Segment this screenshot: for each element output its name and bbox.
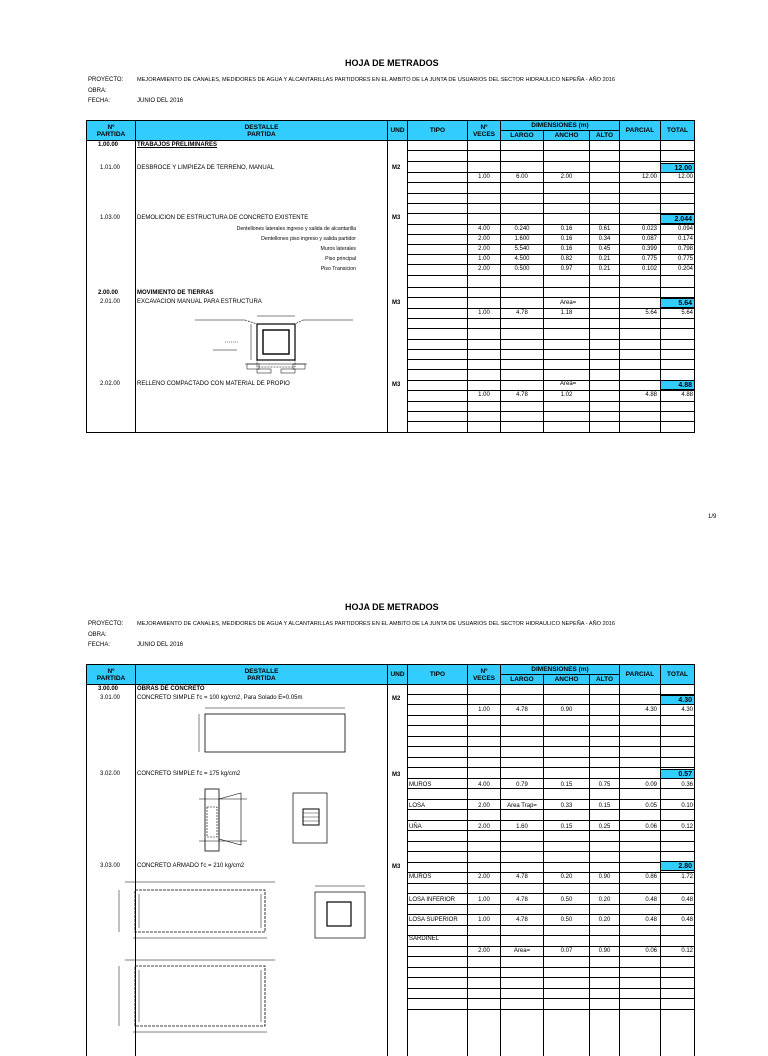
cell-tipo: SARDINEL [409,936,440,942]
concrete-reinforced-detail-drawing [115,872,380,1052]
cell-total: 0.094 [677,226,693,232]
header-n-partida: Nº PARTIDA [86,664,136,685]
cell-veces: 2.00 [478,236,490,242]
cell-total: 0.204 [677,266,693,272]
row-und: M3 [392,864,401,870]
cell-largo: 0.240 [514,226,530,232]
cell-total: 4.30 [681,707,693,713]
cell-veces: 1.00 [478,897,490,903]
row-und: M3 [392,300,401,306]
proyecto-value: MEJORAMIENTO DE CANALES, MEDIDORES DE AGUA Y ALCANTARILLAS PARTIDORES EN EL AMBITO DE LA JUNTA DE USUARIOS DEL SECTOR HIDRAULICO NEPEÑA - AÑO 2016 [137,77,615,83]
grid-line [407,234,695,235]
row-code: 1.00.00 [98,142,119,148]
cell-largo: Area= [513,948,531,954]
grid-line [407,946,695,947]
grid-line [407,1009,695,1010]
cell-tipo: LOSA INFERIOR [409,897,456,903]
cell-ancho: 0.97 [560,266,573,272]
cell-largo: 6.00 [516,174,528,180]
row-und: M2 [392,165,401,171]
header-largo: LARGO [500,674,544,685]
cell-parcial: 0.023 [641,226,657,232]
cell-total: 0.12 [681,948,693,954]
cell-largo: 4.78 [516,392,528,398]
cell-parcial: 0.06 [645,824,657,830]
grid-line [407,287,695,288]
cell-ancho: 0.50 [560,897,573,903]
header-tipo: TIPO [407,664,468,685]
sheet-page-2 [0,544,768,1056]
grid-line [407,359,695,360]
grid-line [407,224,695,225]
sheet-title: HOJA DE METRADOS [345,602,439,612]
cell-ancho: 1.02 [560,392,573,398]
excavation-section-drawing [195,312,355,374]
grid-line [407,914,695,915]
row-code: 2.02.00 [100,381,121,387]
sheet-page-1 [0,0,768,520]
grid-line [407,254,695,255]
header-detalle: DESTALLE PARTIDA [135,664,388,685]
row-desc: MOVIMIENTO DE TIERRAS [137,290,214,296]
cell-ancho: 0.20 [560,874,573,880]
grid-line [407,883,695,884]
cell-tipo: MUROS [409,874,432,880]
fecha-value: JUNIO DEL 2016 [137,98,184,104]
cell-largo: Area Trap= [507,803,537,809]
row-sub-desc: Dentellones laterales ingreso y salida de alcantarilla [236,226,356,232]
row-code: 3.03.00 [100,863,121,869]
grid-line [407,872,695,873]
cell-parcial: 0.087 [641,236,657,242]
cell-total: 0.48 [681,917,693,923]
cell-parcial: 0.48 [645,917,657,923]
row-code: 2.00.00 [98,290,119,296]
grid-line [407,767,695,768]
cell-parcial: 0.09 [645,782,657,788]
cell-parcial: 0.05 [645,803,657,809]
total-badge: 2.044 [660,214,695,224]
grid-line [407,799,695,800]
grid-line [407,725,695,726]
header-total: TOTAL [660,120,695,141]
row-code: 2.01.00 [100,299,121,305]
row-code: 3.00.00 [98,686,119,692]
total-badge: 2.80 [660,861,695,871]
grid-line [407,746,695,747]
proyecto-value: MEJORAMIENTO DE CANALES, MEDIDORES DE AGUA Y ALCANTARILLAS PARTIDORES EN EL AMBITO DE LA JUNTA DE USUARIOS DEL SECTOR HIDRAULICO NEPEÑA - AÑO 2016 [137,621,615,627]
cell-ancho: 0.16 [560,246,573,252]
header-total: TOTAL [660,664,695,685]
cell-alto: 0.25 [598,824,611,830]
header-detalle: DESTALLE PARTIDA [135,120,388,141]
total-badge: 4.88 [660,380,695,390]
row-sub-desc: Muros laterales [320,246,356,252]
cell-largo: 5.540 [514,246,530,252]
cell-total: 0.798 [677,246,693,252]
page-number: 1/9 [708,514,717,520]
cell-ancho: 0.50 [560,917,573,923]
fecha-label: FECHA: [88,642,111,648]
cell-total: 4.88 [681,392,693,398]
cell-total: 1.72 [681,874,693,880]
cell-veces: 4.00 [478,226,490,232]
cell-alto: 0.45 [598,246,611,252]
grid-line [407,339,695,340]
cell-ancho: 0.07 [560,948,573,954]
cell-veces: 2.00 [478,246,490,252]
grid-line [407,988,695,989]
grid-line [407,161,695,162]
cell-total: 12.00 [677,174,693,180]
cell-ancho: 0.15 [560,782,573,788]
header-alto: ALTO [589,674,620,685]
grid-line [407,213,695,214]
cell-total: 0.775 [677,256,693,262]
total-badge: 12.00 [660,163,695,173]
fecha-label: FECHA: [88,98,111,104]
header-dimensiones: DIMENSIONES (m) [500,120,620,131]
row-und: M3 [392,215,401,221]
cell-parcial: 0.775 [641,256,657,262]
cell-veces: 2.00 [478,948,490,954]
row-sub-desc: Dentellones piso ingreso y salida partidor [261,236,356,242]
grid-line [407,893,695,894]
cell-parcial: 4.30 [645,707,657,713]
cell-total: 0.174 [677,236,693,242]
grid-line [407,694,695,695]
row-desc: EXCAVACION MANUAL PARA ESTRUCTURA [137,299,262,305]
cell-parcial: 5.64 [645,310,657,316]
grid-line [407,264,695,265]
cell-largo: 0.79 [516,782,528,788]
proyecto-label: PROYECTO: [88,621,124,627]
cell-largo: 4.78 [516,310,528,316]
cell-tipo: MUROS [409,782,432,788]
grid-line [407,411,695,412]
row-code: 1.01.00 [100,165,121,171]
cell-largo: 4.78 [516,874,528,880]
cell-total: 0.48 [681,897,693,903]
grid-line [407,203,695,204]
header-ancho: ANCHO [543,130,590,141]
row-und: M3 [392,772,401,778]
grid-line [407,967,695,968]
cell-ancho: 1.18 [560,310,573,316]
cell-total: 5.64 [681,310,693,316]
cell-tipo: LOSA SUPERIOR [409,917,458,923]
row-und: M3 [392,382,401,388]
cell-ancho: 0.82 [560,256,573,262]
header-ancho: ANCHO [543,674,590,685]
header-parcial: PARCIAL [619,120,661,141]
grid-line [407,977,695,978]
cell-veces: 1.00 [478,707,490,713]
grid-line [407,851,695,852]
row-desc: CONCRETO SIMPLE f'c = 175 kg/cm2 [137,771,241,777]
grid-line [407,736,695,737]
grid-line [407,778,695,779]
grid-line [407,401,695,402]
row-und: M2 [392,696,401,702]
cell-parcial: 0.399 [641,246,657,252]
concrete-simple-detail-drawing [195,779,355,861]
fecha-value: JUNIO DEL 2016 [137,642,184,648]
grid-line [407,244,695,245]
area-label: Area= [560,381,577,387]
cell-veces: 2.00 [478,803,490,809]
header-alto: ALTO [589,130,620,141]
cell-alto: 0.75 [598,782,611,788]
grid-line [407,182,695,183]
grid-line [407,150,695,151]
row-desc: RELLENO COMPACTADO CON MATERIAL DE PROPIO [137,381,290,387]
cell-ancho: 2.00 [560,174,573,180]
grid-line [407,820,695,821]
cell-largo: 4.78 [516,917,528,923]
cell-veces: 2.00 [478,874,490,880]
cell-alto: 0.90 [598,874,611,880]
row-desc: DEMOLICION DE ESTRUCTURA DE CONCRETO EXISTENTE [137,215,309,221]
cell-largo: 1.60 [516,824,528,830]
grid-line [407,862,695,863]
grid-line [407,275,695,276]
cell-veces: 2.00 [478,266,490,272]
cell-veces: 1.00 [478,392,490,398]
header-n-partida: Nº PARTIDA [86,120,136,141]
sheet-title: HOJA DE METRADOS [345,58,439,68]
grid-line [407,925,695,926]
cell-parcial: 4.88 [645,392,657,398]
header-veces: Nº VECES [467,120,501,141]
cell-largo: 4.78 [516,897,528,903]
cell-alto: 0.90 [598,948,611,954]
grid-line [407,349,695,350]
grid-line [407,841,695,842]
cell-ancho: 0.90 [560,707,573,713]
row-desc: DESBROCE Y LIMPIEZA DE TERRENO, MANUAL [137,165,275,171]
header-parcial: PARCIAL [619,664,661,685]
header-dimensiones: DIMENSIONES (m) [500,664,620,675]
obra-label: OBRA: [88,88,107,94]
proyecto-label: PROYECTO: [88,77,124,83]
cell-alto: 0.20 [598,917,611,923]
total-badge: 5.64 [660,298,695,308]
header-largo: LARGO [500,130,544,141]
total-badge: 4.30 [660,695,695,705]
grid-line [407,421,695,422]
grid-line [407,935,695,936]
grid-line [407,297,695,298]
header-tipo: TIPO [407,120,468,141]
cell-veces: 1.00 [478,256,490,262]
cell-largo: 4.500 [514,256,530,262]
grid-line [407,956,695,957]
grid-line [407,328,695,329]
cell-alto: 0.15 [598,803,611,809]
grid-line [407,390,695,391]
row-code: 1.03.00 [100,215,121,221]
cell-alto: 0.21 [598,266,611,272]
cell-alto: 0.34 [598,236,611,242]
row-desc: CONCRETO SIMPLE f'c = 100 kg/cm2, Para Solado E=0.05m [137,695,303,701]
grid-line [407,715,695,716]
grid-line [407,318,695,319]
cell-parcial: 0.48 [645,897,657,903]
cell-largo: 4.78 [516,707,528,713]
grid-line [407,704,695,705]
solado-plan-drawing [195,704,355,754]
cell-veces: 1.00 [478,174,490,180]
grid-line [407,172,695,173]
cell-alto: 0.21 [598,256,611,262]
row-code: 3.02.00 [100,771,121,777]
cell-veces: 1.00 [478,310,490,316]
cell-ancho: 0.15 [560,824,573,830]
cell-total: 0.36 [681,782,693,788]
cell-alto: 0.20 [598,897,611,903]
cell-ancho: 0.16 [560,236,573,242]
cell-ancho: 0.16 [560,226,573,232]
cell-parcial: 0.86 [645,874,657,880]
row-desc: OBRAS DE CONCRETO [137,686,205,692]
cell-total: 0.12 [681,824,693,830]
cell-largo: 1.600 [514,236,530,242]
cell-parcial: 12.00 [641,174,657,180]
cell-parcial: 0.102 [641,266,657,272]
row-sub-desc: Piso Transicion [320,266,356,272]
grid-line [407,757,695,758]
cell-largo: 0.500 [514,266,530,272]
grid-line [407,380,695,381]
grid-line [407,369,695,370]
total-badge: 0.57 [660,769,695,779]
header-und: UND [387,120,408,141]
cell-veces: 2.00 [478,824,490,830]
obra-label: OBRA: [88,632,107,638]
cell-alto: 0.61 [598,226,611,232]
cell-parcial: 0.06 [645,948,657,954]
row-desc: TRABAJOS PRELIMINARES [137,142,218,148]
header-und: UND [387,664,408,685]
grid-line [407,193,695,194]
grid-line [407,308,695,309]
cell-ancho: 0.33 [560,803,573,809]
row-desc: CONCRETO ARMADO f'c = 210 kg/cm2 [137,863,245,869]
cell-tipo: UÑA [409,824,422,830]
row-code: 3.01.00 [100,695,121,701]
row-sub-desc: Piso principal [325,256,356,262]
cell-veces: 4.00 [478,782,490,788]
cell-veces: 1.00 [478,917,490,923]
grid-line [407,904,695,905]
grid-line [407,998,695,999]
cell-tipo: LOSA [409,803,426,809]
area-label: Area= [560,300,577,306]
cell-total: 0.10 [681,803,693,809]
header-veces: Nº VECES [467,664,501,685]
